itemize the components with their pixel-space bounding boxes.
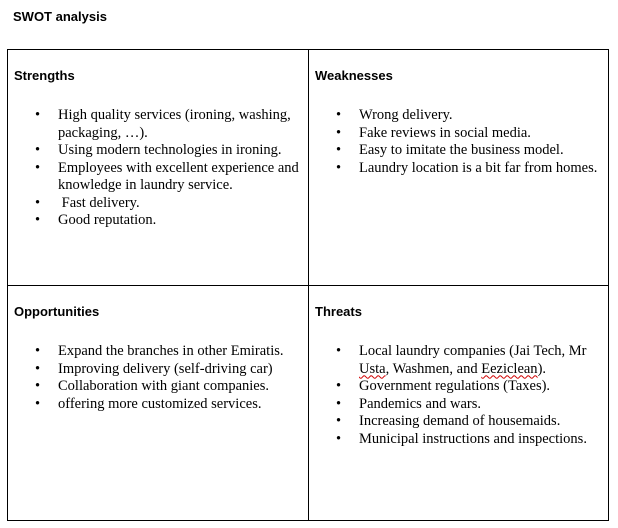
- threats-item-part: Local laundry companies (Jai Tech, Mr: [359, 343, 587, 359]
- weaknesses-cell: [309, 50, 608, 286]
- strengths-heading: Strengths: [14, 68, 75, 83]
- threats-heading: Threats: [315, 304, 362, 319]
- threats-item: • Increasing demand of housemaids.: [309, 413, 605, 431]
- spellcheck-flagged-word: Eeziclean: [481, 360, 538, 377]
- strengths-item: • Employees with excellent experience and knowledge in laundry service.: [8, 160, 300, 195]
- threats-cell: [309, 286, 608, 520]
- strengths-item: • Good reputation.: [8, 212, 300, 230]
- weaknesses-item: • Wrong delivery.: [309, 107, 605, 125]
- document-title: SWOT analysis: [13, 9, 107, 24]
- threats-item: [309, 343, 605, 378]
- strengths-item: • Using modern technologies in ironing.: [8, 142, 300, 160]
- opportunities-item: • offering more customized services.: [8, 396, 300, 414]
- opportunities-item: • Collaboration with giant companies.: [8, 378, 300, 396]
- opportunities-cell: [8, 286, 309, 520]
- opportunities-list: [8, 343, 300, 413]
- strengths-item: • High quality services (ironing, washing, packaging, …).: [8, 107, 300, 142]
- weaknesses-list: [309, 107, 605, 177]
- threats-item: • Government regulations (Taxes).: [309, 378, 605, 396]
- threats-item-part: ).: [537, 360, 547, 377]
- opportunities-heading: Opportunities: [14, 304, 100, 319]
- strengths-list: [8, 107, 300, 230]
- weaknesses-item: • Laundry location is a bit far from homes.: [309, 160, 605, 178]
- swot-table: [7, 49, 609, 521]
- threats-list: [309, 343, 605, 448]
- weaknesses-item: • Easy to imitate the business model.: [309, 142, 605, 160]
- weaknesses-heading: Weaknesses: [315, 68, 393, 83]
- opportunities-item: • Expand the branches in other Emiratis.: [8, 343, 300, 361]
- threats-item: • Pandemics and wars.: [309, 396, 605, 414]
- spellcheck-flagged-word: Usta: [359, 360, 386, 377]
- strengths-item: • Fast delivery.: [8, 195, 300, 213]
- threats-item-part: , Washmen, and: [385, 360, 482, 377]
- threats-item: • Municipal instructions and inspections.: [309, 431, 605, 449]
- opportunities-item: • Improving delivery (self-driving car): [8, 361, 300, 379]
- strengths-cell: [8, 50, 309, 286]
- weaknesses-item: • Fake reviews in social media.: [309, 125, 605, 143]
